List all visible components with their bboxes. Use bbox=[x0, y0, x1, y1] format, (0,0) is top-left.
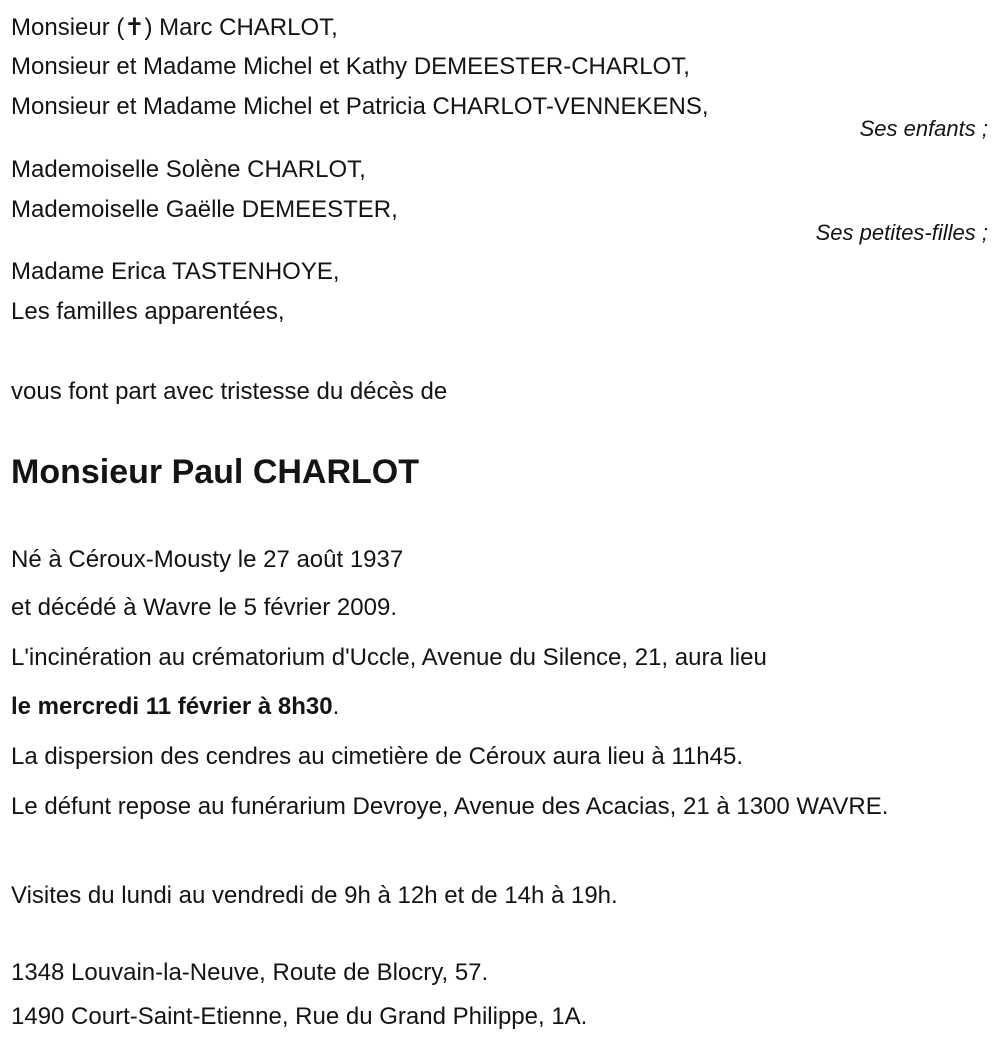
family-other-line: Madame Erica TASTENHOYE, bbox=[11, 258, 340, 285]
funeral-home-info: Le défunt repose au funérarium Devroye, Avenue des Acacias, 21 à 1300 WAVRE. bbox=[11, 793, 889, 820]
family-child-line: Monsieur et Madame Michel et Patricia CHARLOT-VENNEKENS, bbox=[11, 93, 709, 120]
announcement-text: vous font part avec tristesse du décès de bbox=[11, 378, 448, 405]
family-grandchild-line: Mademoiselle Solène CHARLOT, bbox=[11, 156, 366, 183]
deceased-name: Monsieur Paul CHARLOT bbox=[11, 453, 420, 491]
cremation-date-line bbox=[11, 692, 339, 722]
dispersion-info: La dispersion des cendres au cimetière de Céroux aura lieu à 11h45. bbox=[11, 743, 743, 770]
grandchildren-label: Ses petites-filles ; bbox=[815, 220, 988, 245]
cremation-date: le mercredi 11 février à 8h30 bbox=[11, 693, 333, 720]
family-other-line: Les familles apparentées, bbox=[11, 298, 285, 325]
family-grandchild-line: Mademoiselle Gaëlle DEMEESTER, bbox=[11, 196, 398, 223]
family-child-line: Monsieur et Madame Michel et Kathy DEMEESTER-CHARLOT, bbox=[11, 53, 690, 80]
family-child-line: Monsieur (✝) Marc CHARLOT, bbox=[11, 14, 338, 41]
address-line: 1348 Louvain-la-Neuve, Route de Blocry, 57. bbox=[11, 959, 489, 986]
children-label: Ses enfants ; bbox=[859, 116, 988, 141]
death-info: et décédé à Wavre le 5 février 2009. bbox=[11, 594, 397, 621]
address-line: 1490 Court-Saint-Etienne, Rue du Grand Philippe, 1A. bbox=[11, 1003, 588, 1030]
birth-info: Né à Céroux-Mousty le 27 août 1937 bbox=[11, 546, 404, 573]
cremation-date-end: . bbox=[332, 693, 340, 720]
visiting-hours: Visites du lundi au vendredi de 9h à 12h et de 14h à 19h. bbox=[11, 882, 618, 909]
cremation-info: L'incinération au crématorium d'Uccle, Avenue du Silence, 21, aura lieu bbox=[11, 644, 767, 671]
